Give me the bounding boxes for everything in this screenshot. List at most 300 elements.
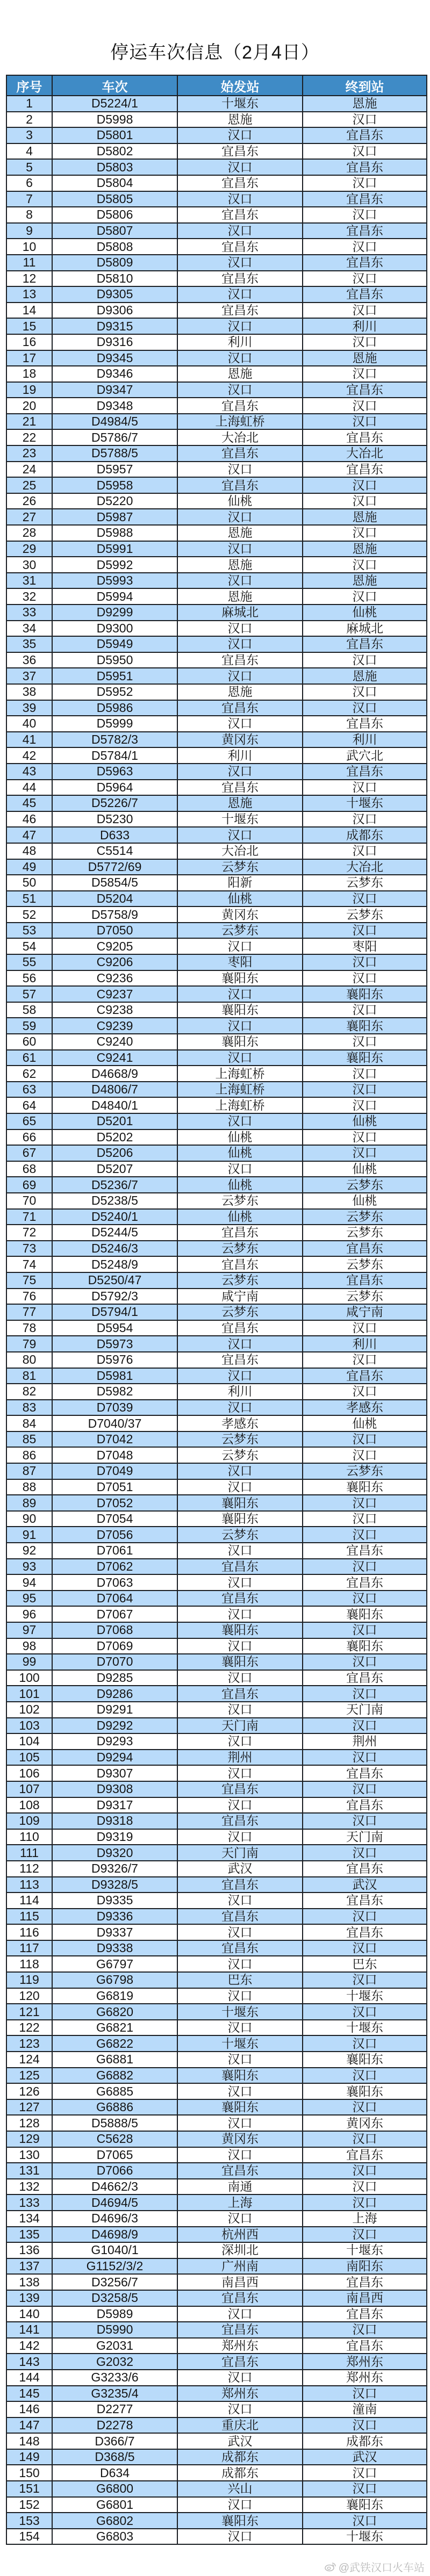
- destination-station-cell: 枣阳: [303, 938, 427, 954]
- train-number-cell: D633: [52, 827, 177, 843]
- row-index-cell: 32: [6, 588, 52, 605]
- table-row: [6, 652, 427, 668]
- origin-station-cell: 仙桃: [177, 1129, 303, 1146]
- row-index-cell: 131: [6, 2163, 52, 2179]
- destination-station-cell: 宜昌东: [303, 1543, 427, 1559]
- column-header-origin-station: 始发站: [177, 75, 303, 96]
- train-number-cell: C9239: [52, 1018, 177, 1034]
- destination-station-cell: 天门南: [303, 1702, 427, 1718]
- row-index-cell: 50: [6, 875, 52, 891]
- train-number-cell: D7049: [52, 1463, 177, 1479]
- train-number-cell: D5794/1: [52, 1304, 177, 1320]
- origin-station-cell: 成都东: [177, 2465, 303, 2481]
- origin-station-cell: 宜昌东: [177, 239, 303, 255]
- row-index-cell: 133: [6, 2194, 52, 2211]
- destination-station-cell: 汉口: [303, 303, 427, 319]
- table-row: [6, 1845, 427, 1861]
- row-index-cell: 5: [6, 159, 52, 175]
- watermark-text: @武铁汉口火车站: [338, 2562, 425, 2574]
- train-number-cell: D9348: [52, 398, 177, 414]
- row-index-cell: 35: [6, 636, 52, 652]
- row-index-cell: 106: [6, 1765, 52, 1781]
- row-index-cell: 97: [6, 1622, 52, 1638]
- destination-station-cell: 襄阳东: [303, 2497, 427, 2513]
- train-number-cell: D5992: [52, 557, 177, 573]
- destination-station-cell: 汉口: [303, 1686, 427, 1702]
- row-index-cell: 77: [6, 1304, 52, 1320]
- row-index-cell: 62: [6, 1066, 52, 1082]
- train-number-cell: D5804: [52, 175, 177, 191]
- origin-station-cell: 十堰东: [177, 2004, 303, 2020]
- train-number-cell: D7056: [52, 1527, 177, 1543]
- destination-station-cell: 汉口: [303, 2465, 427, 2481]
- train-number-cell: D5792/3: [52, 1289, 177, 1305]
- row-index-cell: 76: [6, 1289, 52, 1305]
- destination-station-cell: 汉口: [303, 1813, 427, 1829]
- origin-station-cell: 汉口: [177, 2306, 303, 2322]
- table-header-row: [6, 75, 427, 96]
- table-row: [6, 2179, 427, 2195]
- origin-station-cell: 上海: [177, 2194, 303, 2211]
- origin-station-cell: 襄阳东: [177, 2513, 303, 2529]
- destination-station-cell: 巴东: [303, 1956, 427, 1972]
- destination-station-cell: 云梦东: [303, 875, 427, 891]
- table-row: [6, 175, 427, 191]
- destination-station-cell: 汉口: [303, 1097, 427, 1113]
- train-number-cell: D9305: [52, 286, 177, 303]
- destination-station-cell: 宜昌东: [303, 716, 427, 732]
- destination-station-cell: 汉口: [303, 2099, 427, 2116]
- origin-station-cell: 十堰东: [177, 96, 303, 112]
- row-index-cell: 135: [6, 2227, 52, 2243]
- train-number-cell: D5236/7: [52, 1177, 177, 1193]
- column-header-destination-station: 终到站: [303, 75, 427, 96]
- row-index-cell: 145: [6, 2386, 52, 2402]
- origin-station-cell: 兴山: [177, 2481, 303, 2497]
- origin-station-cell: 恩施: [177, 588, 303, 605]
- table-row: [6, 1750, 427, 1766]
- train-number-cell: D7067: [52, 1606, 177, 1622]
- table-row: [6, 2290, 427, 2306]
- origin-station-cell: 宜昌东: [177, 1909, 303, 1925]
- row-index-cell: 154: [6, 2529, 52, 2545]
- train-number-cell: D5964: [52, 780, 177, 796]
- table-row: [6, 1511, 427, 1527]
- destination-station-cell: 汉口: [303, 477, 427, 493]
- train-number-cell: D5230: [52, 811, 177, 828]
- origin-station-cell: 郑州东: [177, 2338, 303, 2354]
- row-index-cell: 47: [6, 827, 52, 843]
- destination-station-cell: 恩施: [303, 668, 427, 684]
- origin-station-cell: 汉口: [177, 318, 303, 334]
- row-index-cell: 74: [6, 1256, 52, 1272]
- train-number-cell: D5994: [52, 588, 177, 605]
- destination-station-cell: 汉口: [303, 970, 427, 987]
- train-number-cell: G6820: [52, 2004, 177, 2020]
- destination-station-cell: 汉口: [303, 1511, 427, 1527]
- row-index-cell: 140: [6, 2306, 52, 2322]
- row-index-cell: 57: [6, 986, 52, 1002]
- origin-station-cell: 成都东: [177, 2449, 303, 2465]
- train-number-cell: G6797: [52, 1956, 177, 1972]
- train-number-cell: D7065: [52, 2147, 177, 2163]
- train-number-cell: D9345: [52, 350, 177, 366]
- destination-station-cell: 宜昌东: [303, 1893, 427, 1909]
- row-index-cell: 87: [6, 1463, 52, 1479]
- origin-station-cell: 武汉: [177, 2433, 303, 2449]
- table-row: [6, 1272, 427, 1289]
- column-header-index: 序号: [6, 75, 52, 96]
- row-index-cell: 121: [6, 2004, 52, 2020]
- destination-station-cell: 汉口: [303, 891, 427, 907]
- destination-station-cell: 仙桃: [303, 605, 427, 621]
- table-row: [6, 1018, 427, 1034]
- origin-station-cell: 仙桃: [177, 493, 303, 509]
- train-number-cell: D4694/5: [52, 2194, 177, 2211]
- table-row: [6, 1606, 427, 1622]
- origin-station-cell: 汉口: [177, 573, 303, 589]
- row-index-cell: 118: [6, 1956, 52, 1972]
- destination-station-cell: 仙桃: [303, 1193, 427, 1209]
- table-row: [6, 255, 427, 271]
- destination-station-cell: 汉口: [303, 1527, 427, 1543]
- destination-station-cell: 宜昌东: [303, 2306, 427, 2322]
- train-number-cell: D5207: [52, 1161, 177, 1177]
- destination-station-cell: 汉口: [303, 2131, 427, 2147]
- origin-station-cell: 天门南: [177, 1718, 303, 1734]
- row-index-cell: 84: [6, 1415, 52, 1431]
- row-index-cell: 114: [6, 1893, 52, 1909]
- train-number-cell: D5802: [52, 143, 177, 160]
- table-row: [6, 1161, 427, 1177]
- table-row: [6, 891, 427, 907]
- row-index-cell: 7: [6, 191, 52, 207]
- train-number-cell: D5963: [52, 764, 177, 780]
- row-index-cell: 2: [6, 112, 52, 128]
- train-number-cell: G6803: [52, 2529, 177, 2545]
- origin-station-cell: 宜昌东: [177, 1559, 303, 1575]
- origin-station-cell: 枣阳: [177, 954, 303, 970]
- table-row: [6, 1129, 427, 1146]
- destination-station-cell: 汉口: [303, 175, 427, 191]
- destination-station-cell: 宜昌东: [303, 1797, 427, 1814]
- table-row: [6, 1400, 427, 1416]
- table-row: [6, 684, 427, 700]
- origin-station-cell: 宜昌东: [177, 2322, 303, 2338]
- origin-station-cell: 上海虹桥: [177, 1082, 303, 1098]
- origin-station-cell: 仙桃: [177, 891, 303, 907]
- row-index-cell: 48: [6, 843, 52, 859]
- origin-station-cell: 襄阳东: [177, 1654, 303, 1670]
- origin-station-cell: 汉口: [177, 636, 303, 652]
- destination-station-cell: 宜昌东: [303, 382, 427, 398]
- train-number-cell: C9237: [52, 986, 177, 1002]
- row-index-cell: 46: [6, 811, 52, 828]
- origin-station-cell: 汉口: [177, 255, 303, 271]
- train-number-cell: D5888/5: [52, 2115, 177, 2131]
- train-number-cell: D5803: [52, 159, 177, 175]
- train-number-cell: D5952: [52, 684, 177, 700]
- destination-station-cell: 汉口: [303, 207, 427, 223]
- origin-station-cell: 宜昌东: [177, 1352, 303, 1368]
- destination-station-cell: 汉口: [303, 143, 427, 160]
- train-number-cell: G6801: [52, 2497, 177, 2513]
- watermark: [325, 2559, 425, 2574]
- train-number-cell: D5238/5: [52, 1193, 177, 1209]
- destination-station-cell: 汉口: [303, 780, 427, 796]
- table-row: [6, 191, 427, 207]
- row-index-cell: 103: [6, 1718, 52, 1734]
- destination-station-cell: 宜昌东: [303, 636, 427, 652]
- origin-station-cell: 汉口: [177, 1797, 303, 1814]
- row-index-cell: 8: [6, 207, 52, 223]
- train-number-cell: D5226/7: [52, 795, 177, 811]
- row-index-cell: 44: [6, 780, 52, 796]
- row-index-cell: 119: [6, 1972, 52, 1988]
- table-row: [6, 1702, 427, 1718]
- train-number-cell: D9319: [52, 1829, 177, 1845]
- destination-station-cell: 襄阳东: [303, 1018, 427, 1034]
- train-number-cell: D5784/1: [52, 747, 177, 764]
- destination-station-cell: 荆州: [303, 1733, 427, 1750]
- table-row: [6, 303, 427, 319]
- table-row: [6, 1718, 427, 1734]
- origin-station-cell: 宜昌东: [177, 445, 303, 462]
- origin-station-cell: 宜昌东: [177, 207, 303, 223]
- origin-station-cell: 襄阳东: [177, 970, 303, 987]
- train-number-cell: C9238: [52, 1002, 177, 1018]
- destination-station-cell: 汉口: [303, 2163, 427, 2179]
- destination-station-cell: 汉口: [303, 239, 427, 255]
- table-row: [6, 1909, 427, 1925]
- train-number-cell: D9300: [52, 621, 177, 637]
- origin-station-cell: 汉口: [177, 2020, 303, 2036]
- table-row: [6, 1861, 427, 1877]
- destination-station-cell: 大冶北: [303, 859, 427, 875]
- row-index-cell: 31: [6, 573, 52, 589]
- table-row: [6, 1368, 427, 1384]
- row-index-cell: 144: [6, 2370, 52, 2386]
- destination-station-cell: 汉口: [303, 525, 427, 541]
- origin-station-cell: 襄阳东: [177, 1511, 303, 1527]
- train-number-cell: D5950: [52, 652, 177, 668]
- row-index-cell: 25: [6, 477, 52, 493]
- column-header-train-number: 车次: [52, 75, 177, 96]
- destination-station-cell: 十堰东: [303, 795, 427, 811]
- train-number-cell: D7051: [52, 1479, 177, 1495]
- destination-station-cell: 汉口: [303, 1002, 427, 1018]
- origin-station-cell: 咸宁南: [177, 1289, 303, 1305]
- destination-station-cell: 汉口: [303, 493, 427, 509]
- destination-station-cell: 襄阳东: [303, 1606, 427, 1622]
- train-number-cell: D9299: [52, 605, 177, 621]
- destination-station-cell: 汉口: [303, 557, 427, 573]
- table-row: [6, 1002, 427, 1018]
- destination-station-cell: 天门南: [303, 1829, 427, 1845]
- train-number-cell: D7069: [52, 1638, 177, 1654]
- row-index-cell: 95: [6, 1591, 52, 1607]
- destination-station-cell: 云梦东: [303, 1289, 427, 1305]
- destination-station-cell: 襄阳东: [303, 2083, 427, 2099]
- table-row: [6, 1384, 427, 1400]
- train-number-cell: D5206: [52, 1145, 177, 1161]
- train-number-cell: D366/7: [52, 2433, 177, 2449]
- table-row: [6, 1988, 427, 2004]
- destination-station-cell: 宜昌东: [303, 2147, 427, 2163]
- origin-station-cell: 襄阳东: [177, 2099, 303, 2116]
- table-row: [6, 716, 427, 732]
- destination-station-cell: 宜昌东: [303, 1670, 427, 1686]
- destination-station-cell: 汉口: [303, 954, 427, 970]
- train-number-cell: D5248/9: [52, 1256, 177, 1272]
- origin-station-cell: 利川: [177, 1384, 303, 1400]
- row-index-cell: 22: [6, 429, 52, 445]
- origin-station-cell: 汉口: [177, 350, 303, 366]
- row-index-cell: 40: [6, 716, 52, 732]
- train-number-cell: D9315: [52, 318, 177, 334]
- origin-station-cell: 襄阳东: [177, 1495, 303, 1511]
- train-number-cell: D5854/5: [52, 875, 177, 891]
- destination-station-cell: 云梦东: [303, 1209, 427, 1225]
- row-index-cell: 98: [6, 1638, 52, 1654]
- train-number-cell: D7040/37: [52, 1415, 177, 1431]
- origin-station-cell: 汉口: [177, 1113, 303, 1129]
- origin-station-cell: 恩施: [177, 684, 303, 700]
- train-number-cell: D7050: [52, 923, 177, 939]
- origin-station-cell: 汉口: [177, 2115, 303, 2131]
- origin-station-cell: 汉口: [177, 1733, 303, 1750]
- train-number-cell: G6821: [52, 2020, 177, 2036]
- train-number-cell: G3235/4: [52, 2386, 177, 2402]
- suspended-trains-table: [6, 75, 427, 2545]
- train-number-cell: D9292: [52, 1718, 177, 1734]
- origin-station-cell: 汉口: [177, 2052, 303, 2068]
- table-row: [6, 954, 427, 970]
- table-row: [6, 2386, 427, 2402]
- table-row: [6, 938, 427, 954]
- table-row: [6, 700, 427, 716]
- table-row: [6, 588, 427, 605]
- destination-station-cell: 汉口: [303, 2179, 427, 2195]
- destination-station-cell: 南昌西: [303, 2290, 427, 2306]
- train-number-cell: G1152/3/2: [52, 2258, 177, 2275]
- table-row: [6, 875, 427, 891]
- train-number-cell: C9241: [52, 1050, 177, 1066]
- table-row: [6, 525, 427, 541]
- origin-station-cell: 汉口: [177, 2370, 303, 2386]
- train-number-cell: G6798: [52, 1972, 177, 1988]
- destination-station-cell: 宜昌东: [303, 1241, 427, 1257]
- train-number-cell: D9316: [52, 334, 177, 350]
- train-number-cell: G6800: [52, 2481, 177, 2497]
- row-index-cell: 58: [6, 1002, 52, 1018]
- origin-station-cell: 宜昌东: [177, 477, 303, 493]
- row-index-cell: 124: [6, 2052, 52, 2068]
- train-number-cell: D9346: [52, 366, 177, 382]
- table-row: [6, 2083, 427, 2099]
- row-index-cell: 70: [6, 1193, 52, 1209]
- destination-station-cell: 武汉: [303, 2449, 427, 2465]
- train-number-cell: D5990: [52, 2322, 177, 2338]
- row-index-cell: 63: [6, 1082, 52, 1098]
- row-index-cell: 41: [6, 732, 52, 748]
- row-index-cell: 107: [6, 1781, 52, 1797]
- table-row: [6, 1797, 427, 1814]
- train-number-cell: D5786/7: [52, 429, 177, 445]
- origin-station-cell: 宜昌东: [177, 2354, 303, 2370]
- row-index-cell: 21: [6, 414, 52, 430]
- table-row: [6, 271, 427, 287]
- destination-station-cell: 宜昌东: [303, 764, 427, 780]
- origin-station-cell: 汉口: [177, 716, 303, 732]
- row-index-cell: 69: [6, 1177, 52, 1193]
- row-index-cell: 27: [6, 509, 52, 525]
- row-index-cell: 116: [6, 1924, 52, 1940]
- table-row: [6, 2481, 427, 2497]
- row-index-cell: 30: [6, 557, 52, 573]
- table-row: [6, 1877, 427, 1893]
- origin-station-cell: 大冶北: [177, 429, 303, 445]
- origin-station-cell: 汉口: [177, 1988, 303, 2004]
- destination-station-cell: 利川: [303, 1336, 427, 1352]
- row-index-cell: 142: [6, 2338, 52, 2354]
- train-number-cell: D5201: [52, 1113, 177, 1129]
- destination-station-cell: 汉口: [303, 2004, 427, 2020]
- destination-station-cell: 成都东: [303, 827, 427, 843]
- table-row: [6, 1574, 427, 1591]
- origin-station-cell: 上海虹桥: [177, 1097, 303, 1113]
- train-number-cell: D9293: [52, 1733, 177, 1750]
- destination-station-cell: 云梦东: [303, 1256, 427, 1272]
- destination-station-cell: 汉口: [303, 1145, 427, 1161]
- row-index-cell: 146: [6, 2401, 52, 2417]
- row-index-cell: 80: [6, 1352, 52, 1368]
- destination-station-cell: 十堰东: [303, 2529, 427, 2545]
- table-row: [6, 1352, 427, 1368]
- table-row: [6, 1447, 427, 1463]
- table-row: [6, 2258, 427, 2275]
- train-number-cell: D5224/1: [52, 96, 177, 112]
- destination-station-cell: 宜昌东: [303, 223, 427, 239]
- origin-station-cell: 云梦东: [177, 1431, 303, 1448]
- table-row: [6, 493, 427, 509]
- row-index-cell: 79: [6, 1336, 52, 1352]
- table-row: [6, 1241, 427, 1257]
- row-index-cell: 23: [6, 445, 52, 462]
- train-number-cell: D5782/3: [52, 732, 177, 748]
- table-row: [6, 1145, 427, 1161]
- origin-station-cell: 宜昌东: [177, 398, 303, 414]
- destination-station-cell: 仙桃: [303, 1113, 427, 1129]
- origin-station-cell: 汉口: [177, 509, 303, 525]
- train-number-cell: G3233/6: [52, 2370, 177, 2386]
- origin-station-cell: 汉口: [177, 1924, 303, 1940]
- destination-station-cell: 仙桃: [303, 1415, 427, 1431]
- train-number-cell: G6802: [52, 2513, 177, 2529]
- table-row: [6, 1654, 427, 1670]
- table-row: [6, 2068, 427, 2084]
- page-title: 停运车次信息（2月4日）: [110, 42, 320, 63]
- origin-station-cell: 汉口: [177, 668, 303, 684]
- origin-station-cell: 汉口: [177, 1479, 303, 1495]
- table-row: [6, 2131, 427, 2147]
- train-number-cell: D5989: [52, 2306, 177, 2322]
- destination-station-cell: 汉口: [303, 1972, 427, 1988]
- row-index-cell: 138: [6, 2274, 52, 2290]
- train-number-cell: D9320: [52, 1845, 177, 1861]
- table-row: [6, 2052, 427, 2068]
- row-index-cell: 148: [6, 2433, 52, 2449]
